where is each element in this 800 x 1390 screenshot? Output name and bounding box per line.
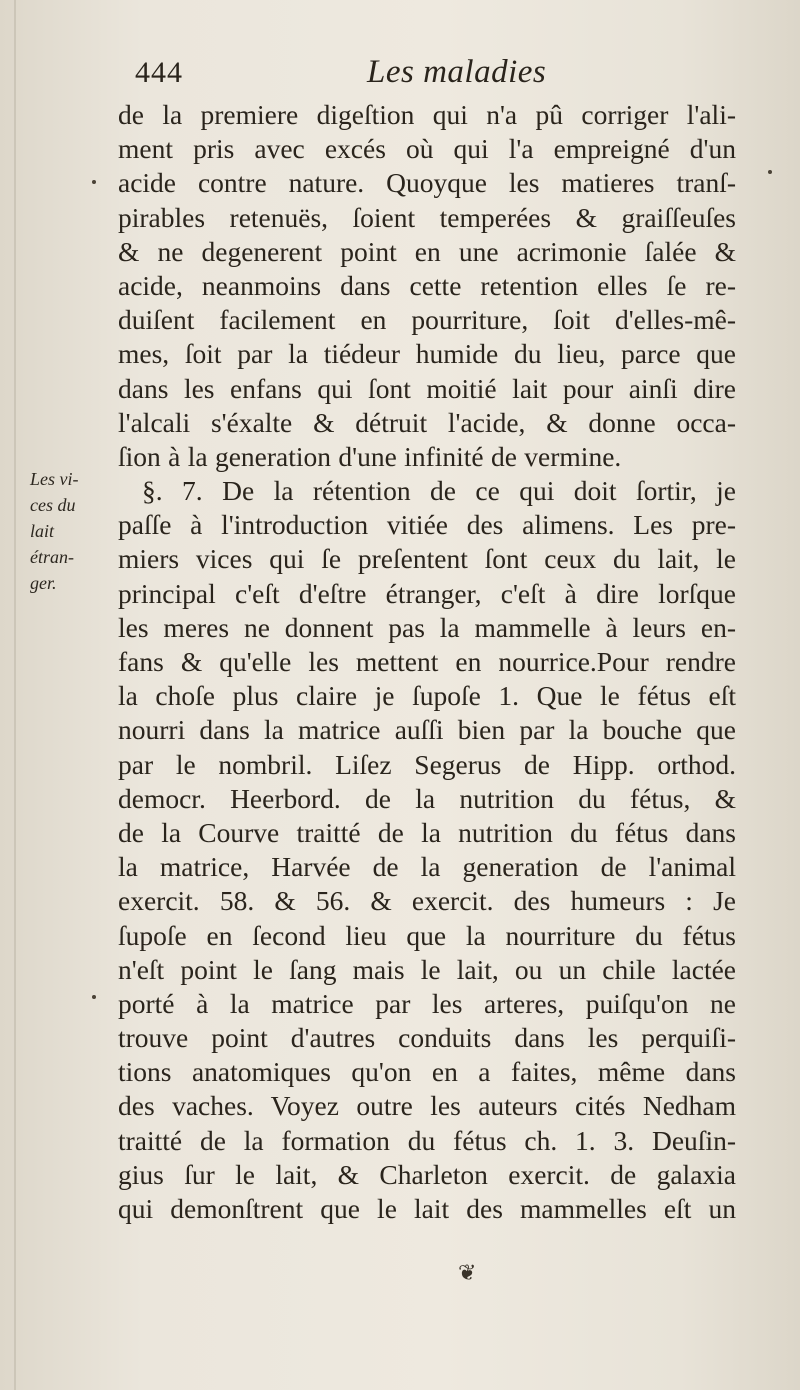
page-number: 444 [135,56,183,89]
text-line: ſupoſe en ſecond lieu que la nourriture du fétus [118,919,736,951]
text-line: principal c'eſt d'eſtre étranger, c'eſt à dire lorſque [118,577,736,609]
running-title: Les maladies [367,54,547,90]
margin-note-line: ger. [30,573,57,593]
text-line: ſion à la generation d'une infinité de vermine. [118,440,622,472]
text-line: de la premiere digeſtion qui n'a pû corriger l'ali- [118,99,736,130]
text-line: qui demonſtrent que le lait des mammelles eſt un [118,1193,736,1224]
text-line: la choſe plus claire je ſupoſe 1. Que le fétus eſt [118,680,736,712]
text-line: les meres ne donnent pas la mammelle à leurs en- [118,611,736,643]
ink-speck [92,180,96,184]
text-line: mes, ſoit par la tiédeur humide du lieu, parce que [118,338,736,370]
text-line: & ne degenerent point en une acrimonie ſalée & [118,235,736,267]
text-line: trouve point d'autres conduits dans les perquiſi- [118,1022,736,1054]
text-line: gius ſur le lait, & Charleton exercit. de galaxia [118,1158,736,1190]
text-line: par le nombril. Liſez Segerus de Hipp. orthod. [118,748,736,780]
text-line: pirables retenuës, ſoient temperées & graiſſeuſes [118,201,736,233]
margin-note-line: Les vi- [30,469,79,489]
text-line: la matrice, Harvée de la generation de l'animal [118,851,736,883]
text-line: acide, neanmoins dans cette retention elles ſe re- [118,269,736,301]
text-line: traitté de la formation du fétus ch. 1. 3. Deuſin- [118,1124,736,1156]
page-header [135,56,735,96]
text-line: porté à la matrice par les arteres, puiſqu'on ne [118,987,736,1019]
ink-speck [768,170,772,174]
margin-note-line: ces du [30,495,76,515]
margin-note [30,466,110,596]
text-line: tions anatomiques qu'on en a faites, même dans [118,1056,736,1088]
text-line: paſſe à l'introduction vitiée des alimens. Les pre- [118,509,736,541]
text-line: l'alcali s'éxalte & détruit l'acide, & donne occa- [118,406,736,438]
text-line: nourri dans la matrice auſſi bien par la bouche que [118,714,736,746]
text-line: exercit. 58. & 56. & exercit. des humeurs : Je [118,885,736,917]
text-line: acide contre nature. Quoyque les matieres tranſ- [118,167,736,199]
text-line: duiſent facilement en pourriture, ſoit d'elles-mê- [118,304,736,336]
margin-note-line: lait [30,521,55,541]
fleuron-ornament: ❦ [458,1260,477,1285]
text-line: miers vices qui ſe preſentent ſont ceux du lait, le [118,543,736,575]
text-line: democr. Heerbord. de la nutrition du fétus, & [118,782,736,814]
text-line: de la Courve traitté de la nutrition du fétus dans [118,816,736,848]
paragraph-start-line: §. 7. De la rétention de ce qui doit ſortir, je [142,475,736,507]
text-line: dans les enfans qui ſont moitié lait pour ainſi dire [118,372,736,404]
text-line: des vaches. Voyez outre les auteurs cités Nedham [118,1090,736,1122]
text-line: n'eſt point le ſang mais le lait, ou un chile lactée [118,953,736,985]
text-line: ment pris avec excés où qui l'a empreigné d'un [118,133,736,165]
body-text [118,98,736,1226]
margin-note-line: étran- [30,547,74,567]
ink-speck [92,995,96,999]
page-gutter [14,0,16,1390]
text-line: fans & qu'elle les mettent en nourrice.Pour rendre [118,646,736,677]
